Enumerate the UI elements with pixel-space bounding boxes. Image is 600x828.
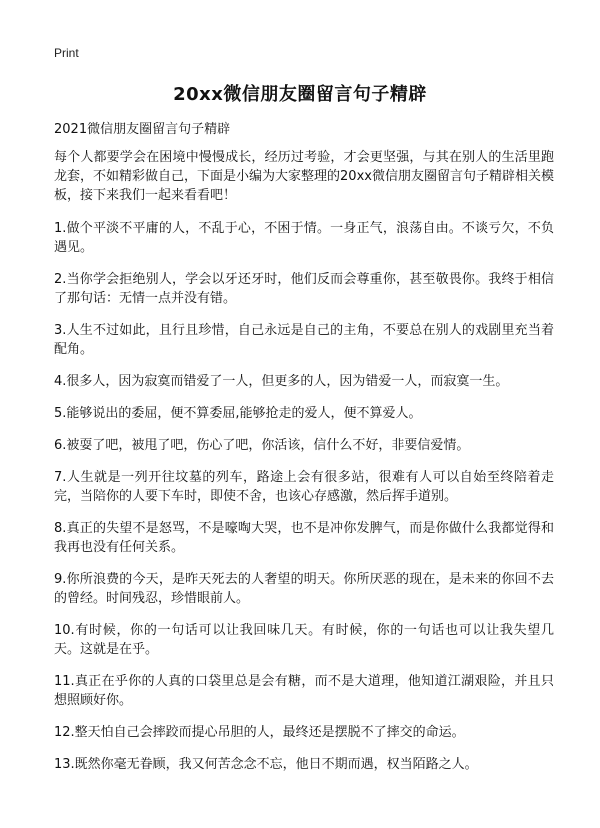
list-item: 2.当你学会拒绝别人，学会以牙还牙时，他们反而会尊重你，甚至敬畏你。我终于相信了那句话：无情一点并没有错。 [54, 272, 554, 306]
list-item: 3.人生不过如此，且行且珍惜，自己永远是自己的主角，不要总在别人的戏剧里充当着配角。 [54, 323, 554, 357]
document-body [54, 148, 554, 787]
document-subtitle: 2021微信朋友圈留言句子精辟 [54, 122, 231, 137]
list-item: 8.真正的失望不是怒骂，不是嚎啕大哭，也不是冲你发脾气，而是你做什么我都觉得和我再也没有任何关系。 [54, 521, 554, 555]
list-item: 6.被耍了吧，被甩了吧，伤心了吧，你活该，信什么不好，非要信爱情。 [54, 438, 470, 453]
list-item: 11.真正在乎你的人真的口袋里总是会有糖，而不是大道理，他知道江湖艰险，并且只想照顾好你。 [54, 674, 554, 708]
list-item: 1.做个平淡不平庸的人，不乱于心，不困于情。一身正气，浪荡自由。不谈亏欠，不负遇见。 [54, 221, 554, 255]
intro-paragraph: 每个人都要学会在困境中慢慢成长，经历过考验，才会更坚强，与其在别人的生活里跑龙套，不如精彩做自己，下面是小编为大家整理的20xx微信朋友圈留言句子精辟相关模板，接下来我们一起来看看吧！ [54, 150, 554, 203]
print-link[interactable]: Print [54, 46, 79, 60]
list-item: 10.有时候，你的一句话可以让我回味几天。有时候，你的一句话也可以让我失望几天。这就是在乎。 [54, 623, 554, 657]
list-item: 12.整天怕自己会摔跤而提心吊胆的人，最终还是摆脱不了摔交的命运。 [54, 725, 465, 740]
list-item: 5.能够说出的委屈，便不算委屈,能够抢走的爱人，便不算爱人。 [54, 406, 422, 421]
list-item: 4.很多人，因为寂寞而错爱了一人，但更多的人，因为错爱一人，而寂寞一生。 [54, 374, 509, 389]
list-item: 7.人生就是一列开往坟墓的列车，路途上会有很多站，很难有人可以自始至终陪着走完，当陪你的人要下车时，即使不舍，也该心存感激，然后挥手道别。 [54, 470, 554, 504]
list-item: 13.既然你毫无眷顾，我又何苦念念不忘，他日不期而遇，权当陌路之人。 [54, 757, 478, 772]
document-title: 20xx微信朋友圈留言句子精辟 [173, 84, 427, 105]
list-item: 9.你所浪费的今天，是昨天死去的人奢望的明天。你所厌恶的现在，是未来的你回不去的曾经。时间残忍，珍惜眼前人。 [54, 572, 554, 606]
